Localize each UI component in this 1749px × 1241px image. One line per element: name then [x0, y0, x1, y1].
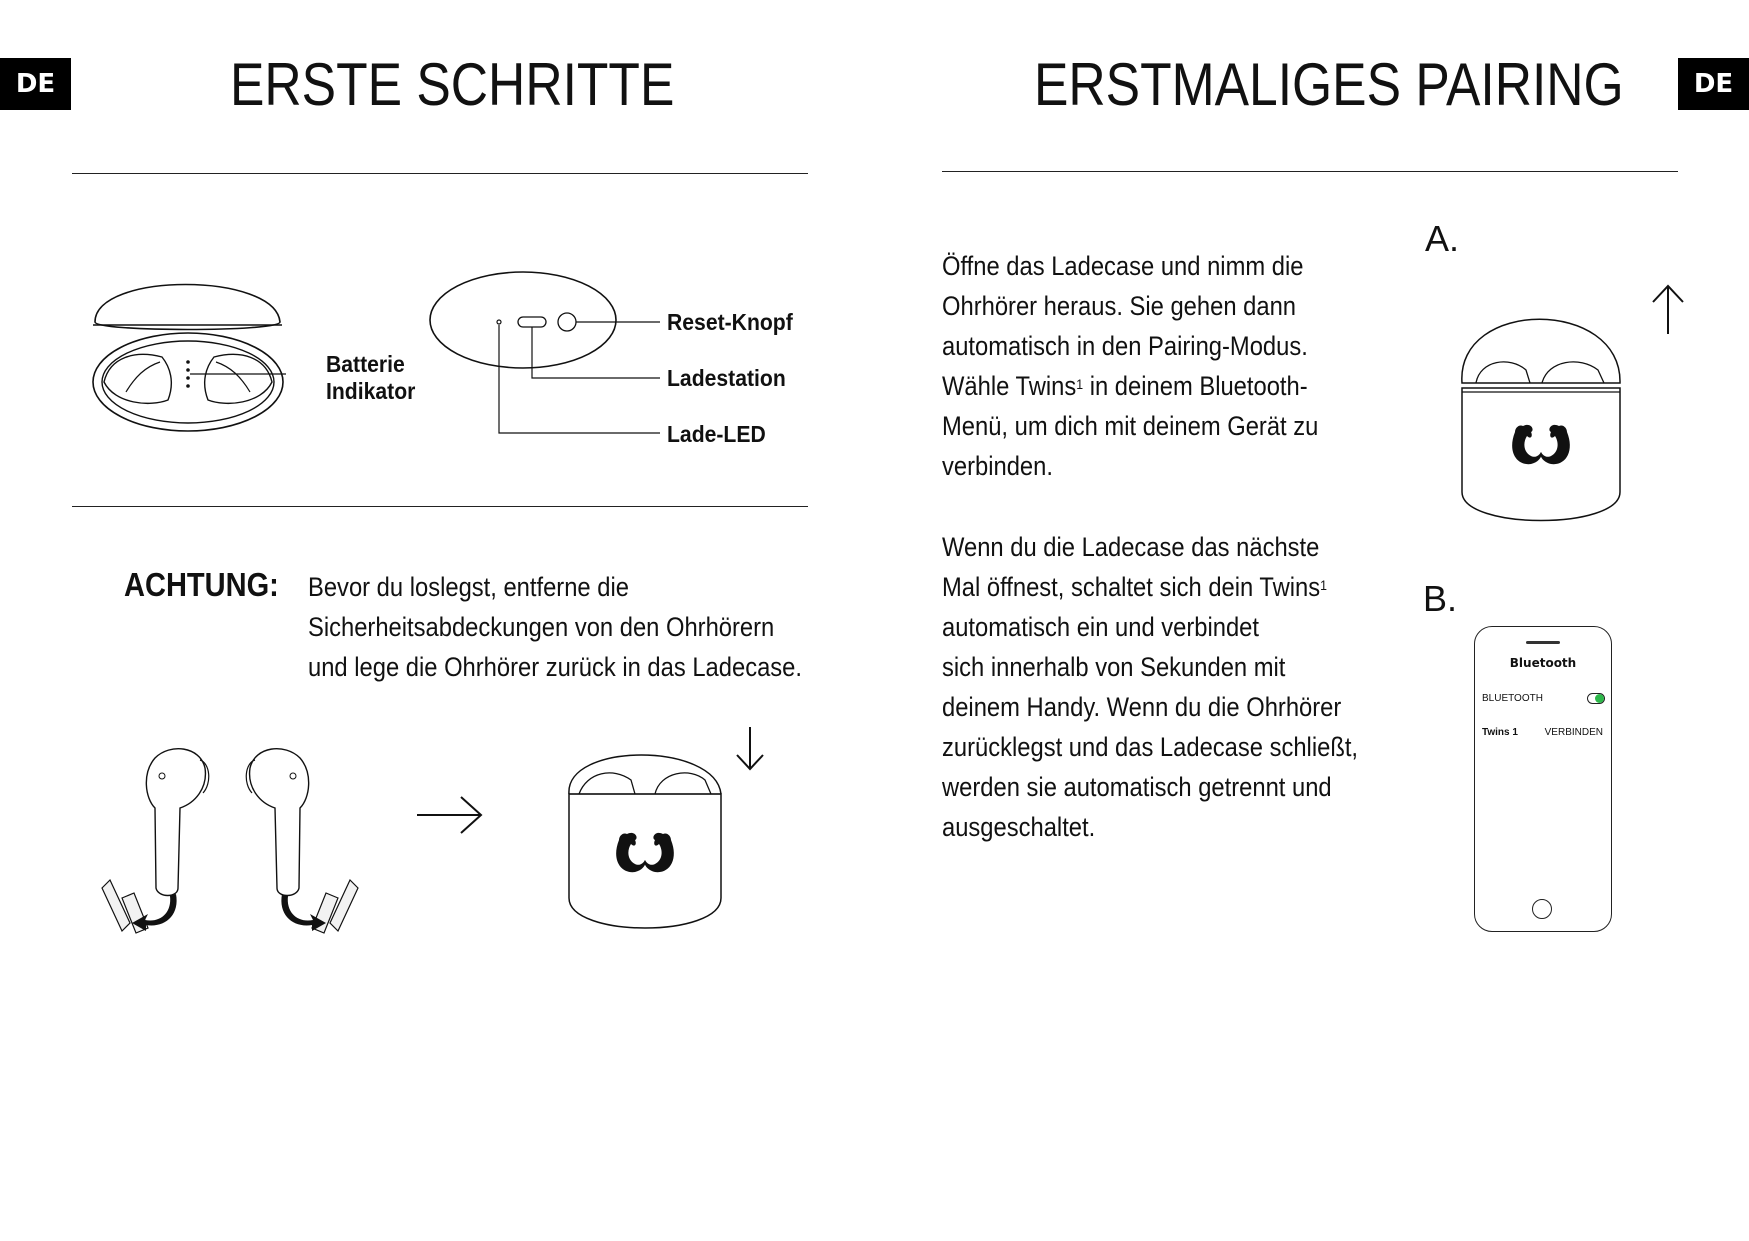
language-badge-right: DE	[1678, 58, 1749, 110]
arrow-up-icon	[1650, 282, 1686, 336]
bluetooth-toggle[interactable]	[1587, 693, 1605, 704]
label-battery-1: Batterie	[326, 351, 405, 377]
label-charge-led: Lade-LED	[667, 421, 766, 447]
label-reset-button: Reset-Knopf	[667, 309, 793, 335]
usb-port-icon	[518, 317, 546, 327]
battery-led-dot	[186, 360, 190, 364]
bluetooth-setting-label: BLUETOOTH	[1482, 693, 1543, 704]
case-back-illustration	[430, 270, 670, 440]
divider-top-left	[72, 173, 808, 174]
arrow-right-icon	[415, 795, 485, 835]
phone-speaker	[1526, 641, 1560, 644]
page-title-right: ERSTMALIGES PAIRING	[1034, 51, 1624, 118]
toggle-knob	[1595, 694, 1604, 703]
phone-illustration	[1474, 626, 1612, 932]
step-b-label: B.	[1423, 578, 1458, 619]
earbuds-remove-tabs-illustration	[100, 738, 370, 938]
pairing-paragraph-1: Öffne das Ladecase und nimm die Ohrhörer heraus. Sie gehen dann automatisch in den Pairing-Modus. Wähle Twins$^1$ in deinem Bluetooth- Menü, um dich mit deinem Gerät zu verbinden.	[942, 251, 1319, 481]
pairing-paragraph-2: Wenn du die Ladecase das nächste Mal öffnest, schaltet sich dein Twins$^1$ automatisch ein und verbindet sich innerhalb von Sekunden mit deinem Handy. Wenn du die Ohrhörer zurücklegst und das Ladecase schließt, werden sie automatisch getrennt und ausgeschaltet.	[942, 532, 1359, 842]
connect-button[interactable]: VERBINDEN	[1544, 727, 1603, 738]
case-with-earbuds-illustration	[565, 722, 725, 940]
warning-label: ACHTUNG:	[124, 566, 279, 603]
divider-top-right	[942, 171, 1678, 172]
step-a-label: A.	[1425, 218, 1460, 259]
home-button[interactable]	[1532, 899, 1552, 919]
label-charging-station: Ladestation	[667, 365, 786, 391]
warning-text: Bevor du loslegst, entferne die Sicherheitsabdeckungen von den Ohrhörern und lege die Ohrhörer zurück in das Ladecase.	[308, 572, 802, 682]
language-badge-left: DE	[0, 58, 71, 110]
open-case-illustration	[90, 262, 290, 432]
bluetooth-header: Bluetooth	[1509, 656, 1577, 670]
divider-middle-left	[72, 506, 808, 507]
reset-button-icon	[558, 313, 576, 331]
page-title-left: ERSTE SCHRITTE	[230, 51, 675, 118]
label-battery-2: Indikator	[326, 378, 416, 404]
charge-led-icon	[497, 320, 501, 324]
case-open-illustration	[1460, 308, 1625, 533]
device-name[interactable]: Twins 1	[1482, 727, 1518, 738]
arrow-down-icon	[735, 725, 765, 773]
